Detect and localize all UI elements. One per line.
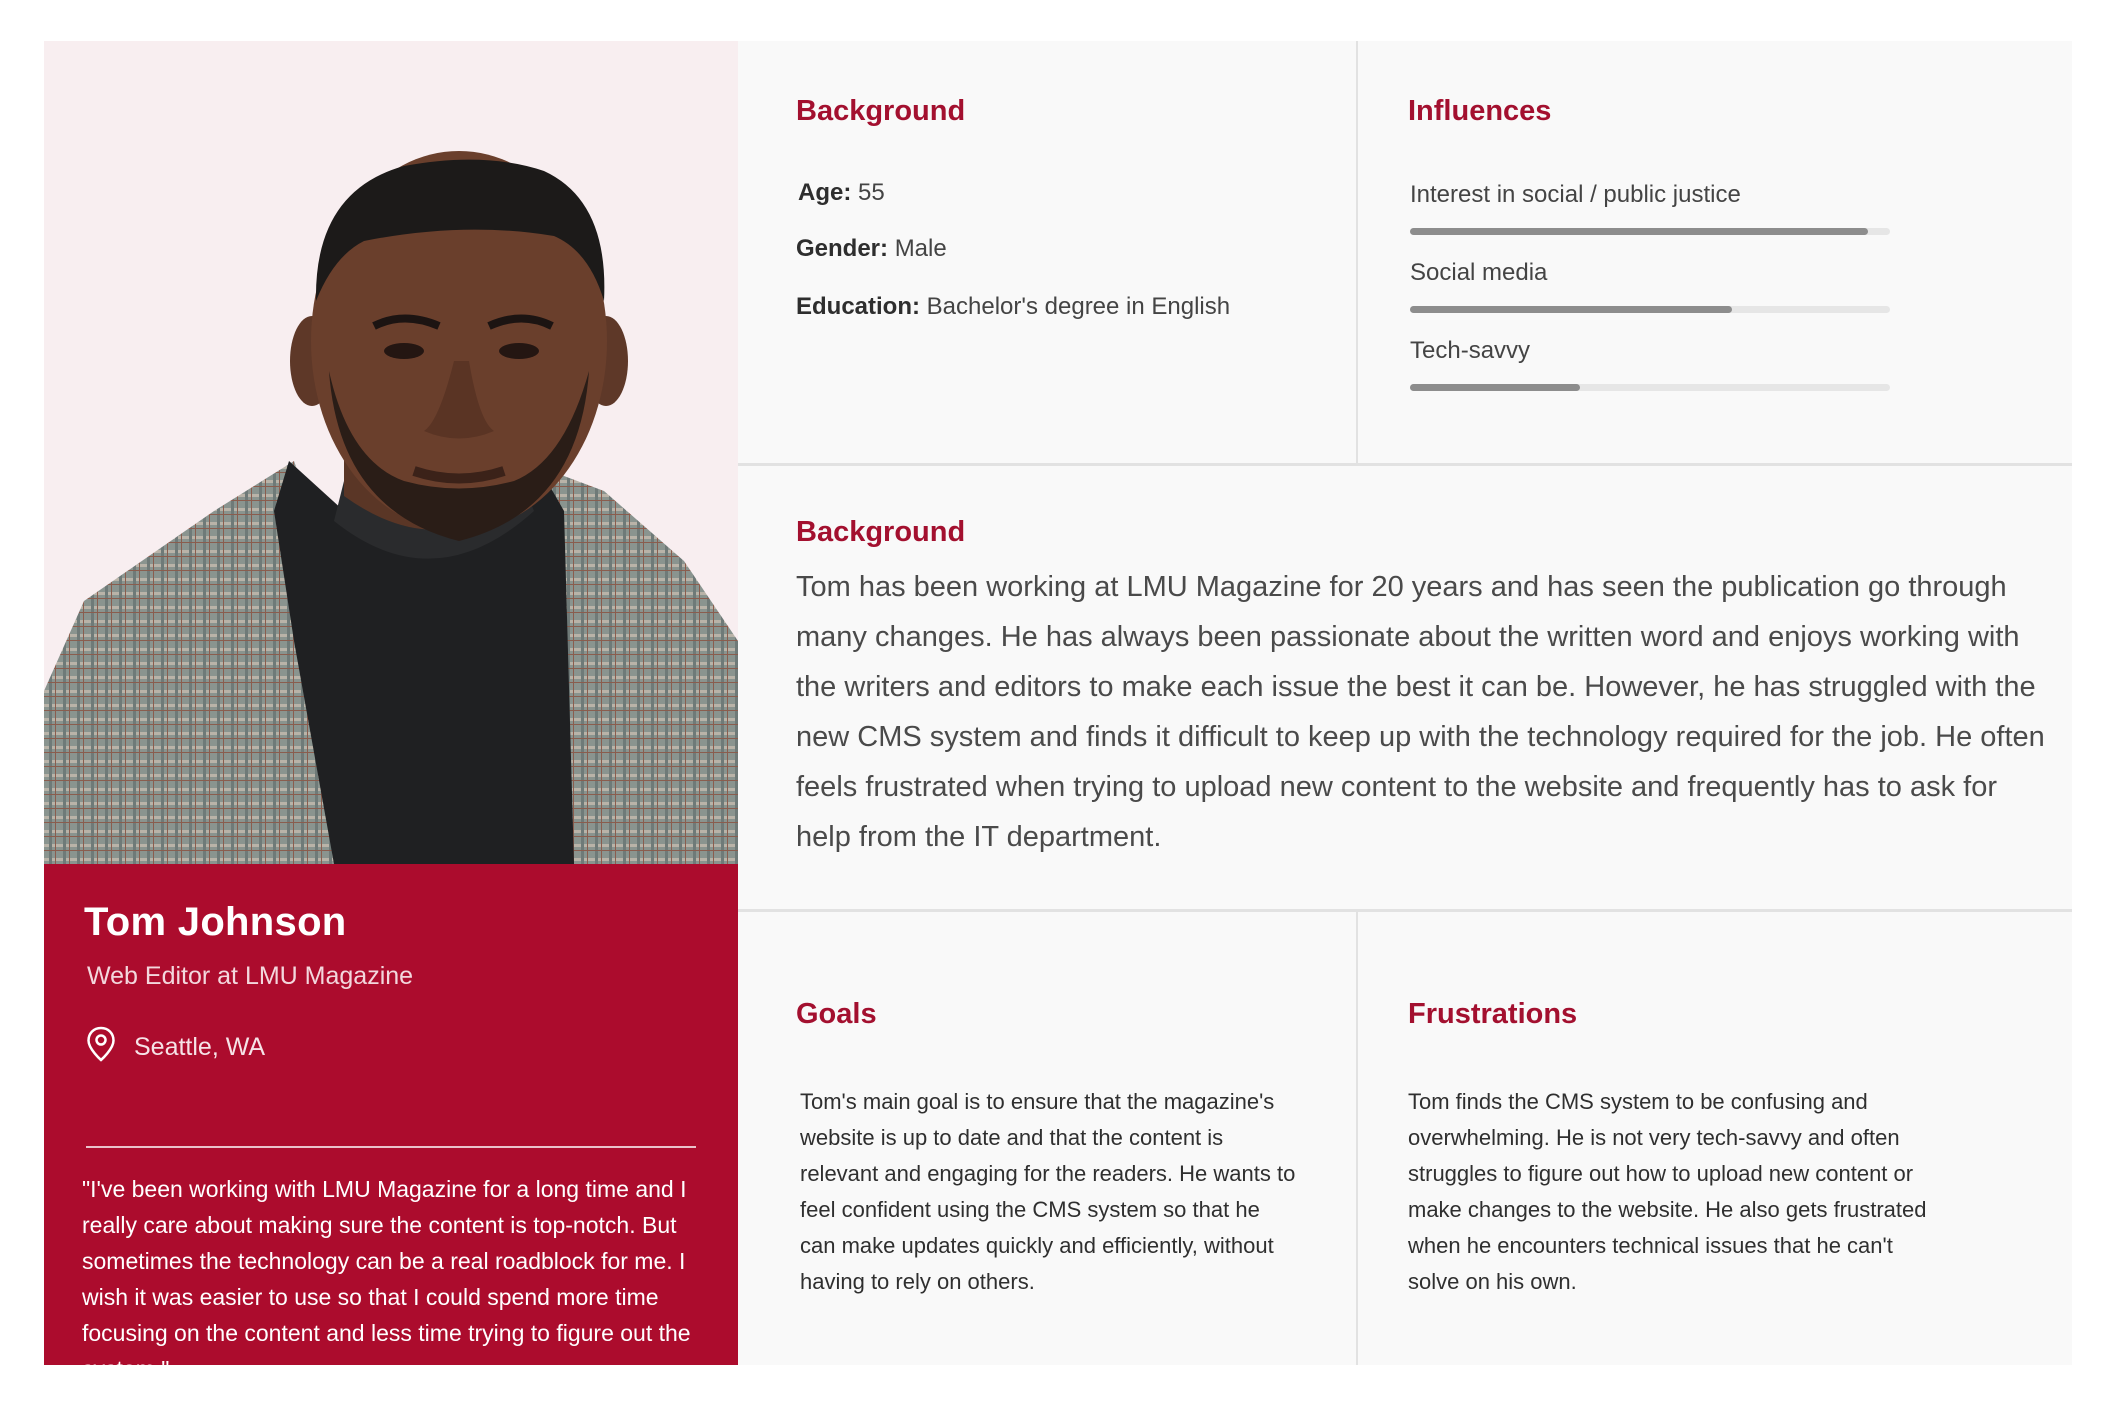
influence-bar-fill <box>1410 306 1732 313</box>
location-pin-icon <box>86 1026 116 1069</box>
age-label: Age: <box>798 179 852 206</box>
influence-label: Social media <box>1410 259 1548 286</box>
profile-divider <box>86 1146 696 1148</box>
goals-heading: Goals <box>796 998 877 1030</box>
gender-fact <box>796 235 947 263</box>
profile-photo <box>44 41 738 864</box>
persona-quote: "I've been working with LMU Magazine for a long time and I really care about making sure the content is top-notch. But sometimes the technology can be a real roadblock for me. I wish it was easier to use so that I could spend more time focusing on the content and less time trying to figure out the system." <box>82 1176 691 1382</box>
background-facts-panel <box>738 41 1356 463</box>
influence-bar-track <box>1410 228 1890 235</box>
influence-bar-track <box>1410 384 1890 391</box>
influences-heading: Influences <box>1408 95 1552 127</box>
background-story-text: Tom has been working at LMU Magazine for 20 years and has seen the publication go through many changes. He has always been passionate about the written word and enjoys working with the writers and editors to make each issue the best it can be. However, he has struggled with the new CMS system and finds it difficult to keep up with the technology required for the job. He often feels frustrated when trying to upload new content to the website and frequently has to ask for help from the IT department. <box>796 571 2045 853</box>
influence-bar-fill <box>1410 228 1868 235</box>
goals-panel <box>738 912 1356 1365</box>
education-fact <box>796 293 1230 321</box>
background-facts-heading: Background <box>796 95 966 127</box>
frustrations-heading: Frustrations <box>1408 998 1578 1030</box>
age-value: 55 <box>858 179 885 206</box>
education-label: Education: <box>796 293 920 320</box>
persona-role: Web Editor at LMU Magazine <box>87 962 414 990</box>
persona-location <box>86 1026 265 1069</box>
education-value: Bachelor's degree in English <box>926 293 1231 320</box>
background-story-heading: Background <box>796 516 966 548</box>
gender-label: Gender: <box>796 235 889 262</box>
frustrations-panel <box>1358 912 2072 1365</box>
influence-bar-fill <box>1410 384 1580 391</box>
frustrations-text: Tom finds the CMS system to be confusing and overwhelming. He is not very tech-savvy and often struggles to figure out how to upload new content or make changes to the website. He also gets frustrated when he encounters technical issues that he can't solve on his own. <box>1408 1089 1927 1294</box>
influence-label: Interest in social / public justice <box>1410 181 1741 208</box>
influences-panel <box>1358 41 2072 463</box>
persona-name: Tom Johnson <box>84 900 347 944</box>
persona-card <box>44 41 2072 1382</box>
goals-text: Tom's main goal is to ensure that the magazine's website is up to date and that the content is relevant and engaging for the readers. He wants to feel confident using the CMS system so that he can make updates quickly and efficiently, without having to rely on others. <box>800 1089 1296 1294</box>
age-fact <box>798 179 885 207</box>
influence-label: Tech-savvy <box>1410 337 1531 364</box>
influence-bar-track <box>1410 306 1890 313</box>
location-text: Seattle, WA <box>134 1033 266 1061</box>
profile-column <box>44 41 738 1382</box>
profile-panel <box>44 864 738 1382</box>
gender-value: Male <box>894 235 947 262</box>
background-story-panel <box>738 466 2072 909</box>
